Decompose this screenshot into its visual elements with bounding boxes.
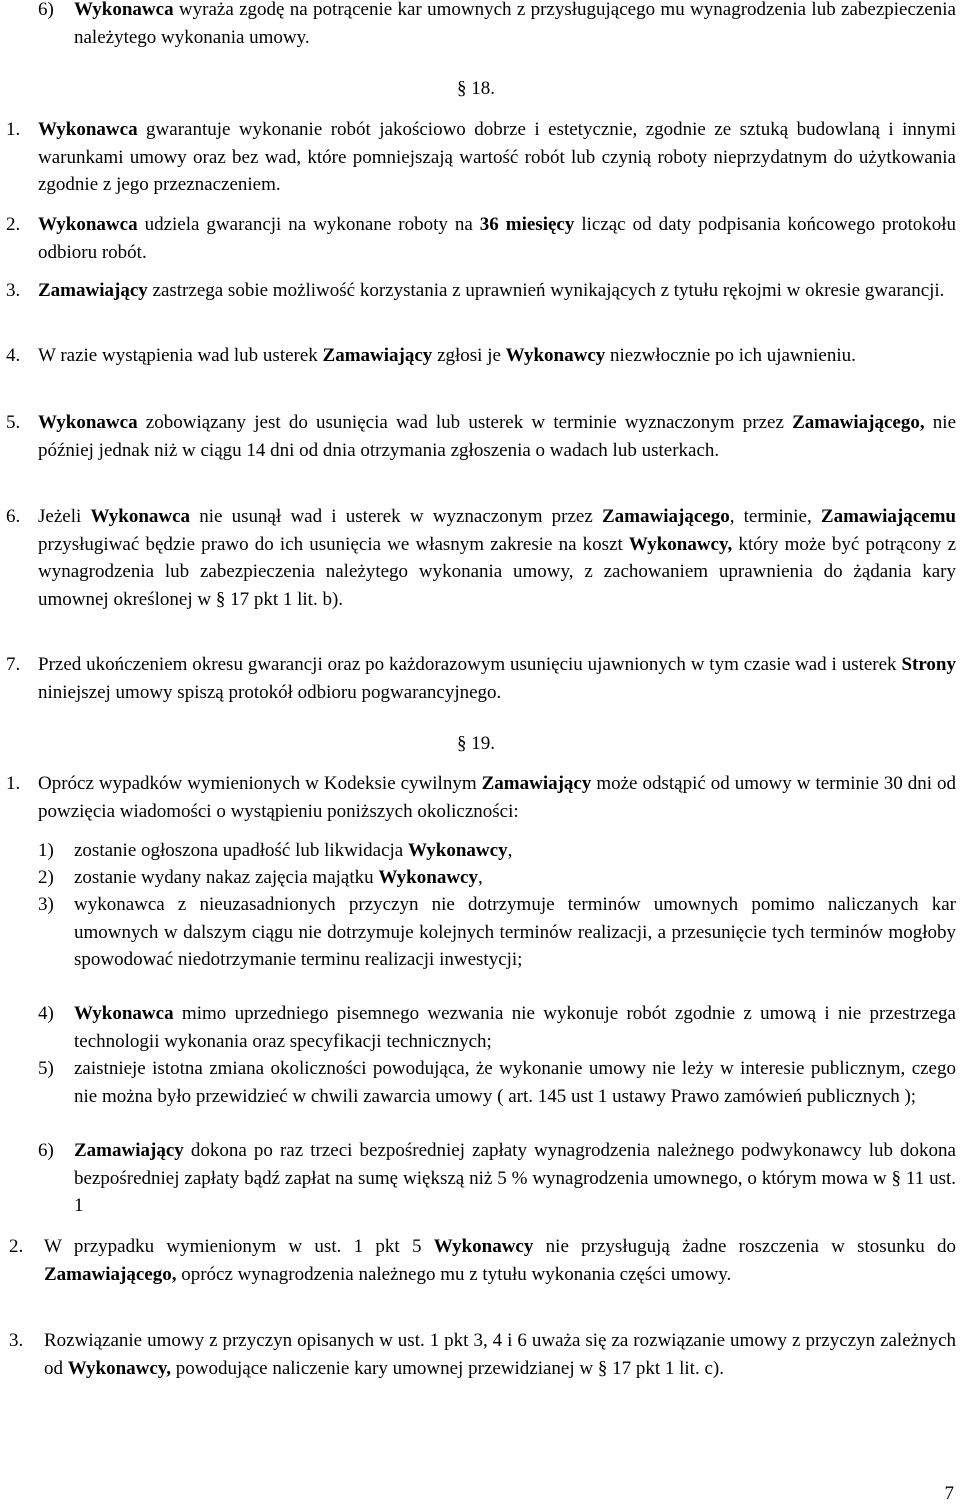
text-run: zastrzega sobie możliwość korzystania z uprawnień wynikających z tytułu rękojmi w okresie gwarancji. (147, 280, 945, 301)
item-number: 6) (38, 1140, 54, 1161)
text-run: przysługiwać będzie prawo do ich usunięcia we własnym zakresie na koszt (38, 533, 629, 555)
text-run: powodujące naliczenie kary umownej przewidzianej w § 17 pkt 1 lit. c). (171, 1357, 724, 1379)
paragraph-18-6 (6, 503, 956, 613)
item-text (38, 345, 856, 366)
text-run: niezwłocznie po ich ujawnieniu. (605, 345, 856, 366)
item-text (44, 1330, 956, 1379)
text-run: wykonawca z nieuzasadnionych przyczyn nie dotrzymuje terminów umownych pomimo naliczanych kar umownych w dalszym ciągu nie dotrzymuje kolejnych terminów realizacji, a przesunięcie tych terminów mogłoby spowodować niedotrzymanie terminu realizacji inwestycji; (74, 894, 956, 970)
bold-text-run: Wykonawca (90, 506, 191, 527)
bold-text-run: Zamawiającego, (44, 1263, 177, 1285)
bold-text-run: Wykonawcy (408, 840, 508, 861)
text-run: Rozwiązanie umowy z przyczyn opisanych w ust. 1 pkt 3, 4 i 6 uważa się za rozwiązanie umowy z przyczyn zależnych od (44, 1330, 956, 1379)
bold-text-run: Zamawiającego, (792, 412, 925, 433)
paragraph-18-1 (6, 116, 956, 199)
item-text (38, 654, 956, 703)
text-run: gwarantuje wykonanie robót jakościowo dobrze i estetycznie, zgodnie ze sztuką budowlaną i innymi warunkami umowy oraz bez wad, które pomniejszają wartość robót lub czynią roboty nieprzydatnym do użytkowania zgodnie z jego przeznaczeniem. (38, 119, 956, 195)
text-run: zobowiązany jest do usunięcia wad lub usterek w terminie wyznaczonym przez (137, 412, 793, 433)
item-number: 5. (6, 412, 21, 433)
bold-text-run: Zamawiający (322, 345, 433, 366)
text-run: Oprócz wypadków wymienionych w Kodeksie cywilnym (38, 773, 482, 794)
text-run: dokona po raz trzeci bezpośredniej zapłaty wynagrodzenia należnego podwykonawcy lub dokona bezpośredniej zapłaty bądź zapłat na sumę większą niż 5 % wynagrodzenia umownego, o którym mowa w § 11 ust. 1 (74, 1140, 956, 1216)
list-item-6 (38, 0, 956, 51)
text-run: udziela gwarancji na wykonane roboty na (137, 214, 480, 235)
item-number: 4) (38, 1003, 54, 1024)
text-run: wyraża zgodę na potrącenie kar umownych z przysługującego mu wynagrodzenia lub zabezpieczenia należytego wykonania umowy. (74, 0, 956, 48)
bold-text-run: Zamawiającego (602, 506, 730, 527)
sub-item-5 (38, 1055, 956, 1110)
item-text (74, 1058, 956, 1107)
bold-text-run: 36 miesięcy (479, 214, 575, 235)
bold-text-run: Wykonawcy (505, 345, 606, 366)
text-run: Przed ukończeniem okresu gwarancji oraz po każdorazowym usunięciu ujawnionych w tym czasie wad i usterek (38, 654, 902, 675)
bold-text-run: Wykonawca (38, 214, 138, 235)
text-run: niniejszej umowy spiszą protokół odbioru pogwarancyjnego. (38, 681, 502, 703)
bold-text-run: Zamawiający (74, 1140, 184, 1161)
sub-item-2 (38, 864, 956, 892)
item-number: 3) (38, 894, 54, 915)
text-run: zaistnieje istotna zmiana okoliczności powodująca, że wykonanie umowy nie leży w interesie publicznym, czego nie można było przewidzieć w chwili zawarcia umowy ( art. 145 ust 1 ustawy Prawo zamówień publicznych ); (74, 1058, 956, 1107)
bold-text-run: Wykonawcy (378, 867, 478, 888)
text-run: nie usunął wad i usterek w wyznaczonym przez (190, 506, 602, 527)
item-number: 3. (9, 1330, 24, 1351)
bold-text-run: Zamawiający (38, 280, 148, 301)
text-run: , terminie, (729, 506, 821, 527)
bold-text-run: Zamawiającemu (820, 506, 956, 527)
bold-text-run: Wykonawca (38, 119, 138, 140)
item-text (44, 1236, 956, 1285)
item-text (38, 773, 956, 822)
text-run: zostanie wydany nakaz zajęcia majątku (74, 867, 379, 888)
paragraph-19-2 (9, 1233, 956, 1288)
sub-item-4 (38, 1000, 956, 1055)
page-number: 7 (944, 1482, 954, 1504)
item-text (74, 840, 512, 861)
item-text (74, 1140, 956, 1216)
paragraph-19-1 (6, 770, 956, 825)
text-run: W razie wystąpienia wad lub usterek (38, 345, 323, 366)
item-text (38, 506, 956, 610)
text-run: Jeżeli (38, 506, 91, 527)
item-number: 2) (38, 867, 54, 888)
item-text (74, 867, 483, 888)
bold-text-run: Wykonawcy, (628, 533, 733, 555)
bold-text-run: Wykonawca (38, 412, 138, 433)
item-text (38, 280, 944, 301)
section-heading-19: § 19. (457, 733, 495, 754)
item-number: 6) (38, 0, 54, 20)
item-number: 3. (6, 280, 21, 301)
item-text (38, 412, 956, 461)
paragraph-18-3 (6, 277, 956, 305)
item-number: 7. (6, 654, 21, 675)
item-text (38, 214, 956, 263)
text-run: mimo uprzedniego pisemnego wezwania nie wykonuje robót zgodnie z umową i nie przestrzega technologii wykonania oraz specyfikacji technicznych; (74, 1003, 956, 1052)
item-number: 5) (38, 1058, 54, 1079)
item-number: 1) (38, 840, 54, 861)
item-number: 2. (9, 1236, 24, 1257)
text-run: zgłosi je (432, 345, 506, 366)
text-run: nie później jednak niż w ciągu 14 dni od dnia otrzymania zgłoszenia o wadach lub usterkach. (38, 412, 956, 461)
text-run: nie przysługują żadne roszczenia w stosunku do (533, 1236, 956, 1257)
item-text (74, 1003, 956, 1052)
bold-text-run: Wykonawcy, (67, 1357, 172, 1379)
text-run: , (477, 867, 483, 888)
text-run: , (507, 840, 513, 861)
bold-text-run: Strony (901, 654, 956, 675)
bold-text-run: Zamawiający (481, 773, 592, 794)
text-run: oprócz wynagrodzenia należnego mu z tytułu wykonania części umowy. (176, 1263, 732, 1285)
item-number: 2. (6, 214, 21, 235)
item-number: 6. (6, 506, 21, 527)
text-run: który może być potrącony z wynagrodzenia lub zabezpieczenia należytego wykonania umowy, z zachowaniem uprawnienia do żądania kary umownej określonej w § 17 pkt 1 lit. b). (38, 533, 956, 610)
paragraph-18-7 (6, 651, 956, 706)
bold-text-run: Wykonawca (74, 0, 174, 20)
text-run: W przypadku wymienionym w ust. 1 pkt 5 (44, 1236, 434, 1257)
item-number: 4. (6, 345, 21, 366)
item-text (74, 0, 956, 48)
text-run: zostanie ogłoszona upadłość lub likwidacja (74, 840, 408, 861)
bold-text-run: Wykonawcy (433, 1236, 534, 1257)
sub-item-1 (38, 837, 956, 865)
paragraph-18-4 (6, 342, 956, 370)
bold-text-run: Wykonawca (74, 1003, 174, 1024)
item-text (38, 119, 956, 195)
sub-item-6 (38, 1137, 956, 1220)
item-number: 1. (6, 119, 21, 140)
text-run: licząc od daty podpisania końcowego protokołu odbioru robót. (38, 214, 957, 263)
paragraph-18-5 (6, 409, 956, 464)
paragraph-18-2 (6, 211, 957, 266)
paragraph-19-3 (9, 1327, 956, 1382)
item-text (74, 894, 956, 970)
text-run: może odstąpić od umowy w terminie 30 dni od powzięcia wiadomości o wystąpieniu poniższych okoliczności: (38, 773, 956, 822)
item-number: 1. (6, 773, 21, 794)
sub-item-3 (38, 891, 956, 974)
section-heading-18: § 18. (457, 78, 495, 99)
